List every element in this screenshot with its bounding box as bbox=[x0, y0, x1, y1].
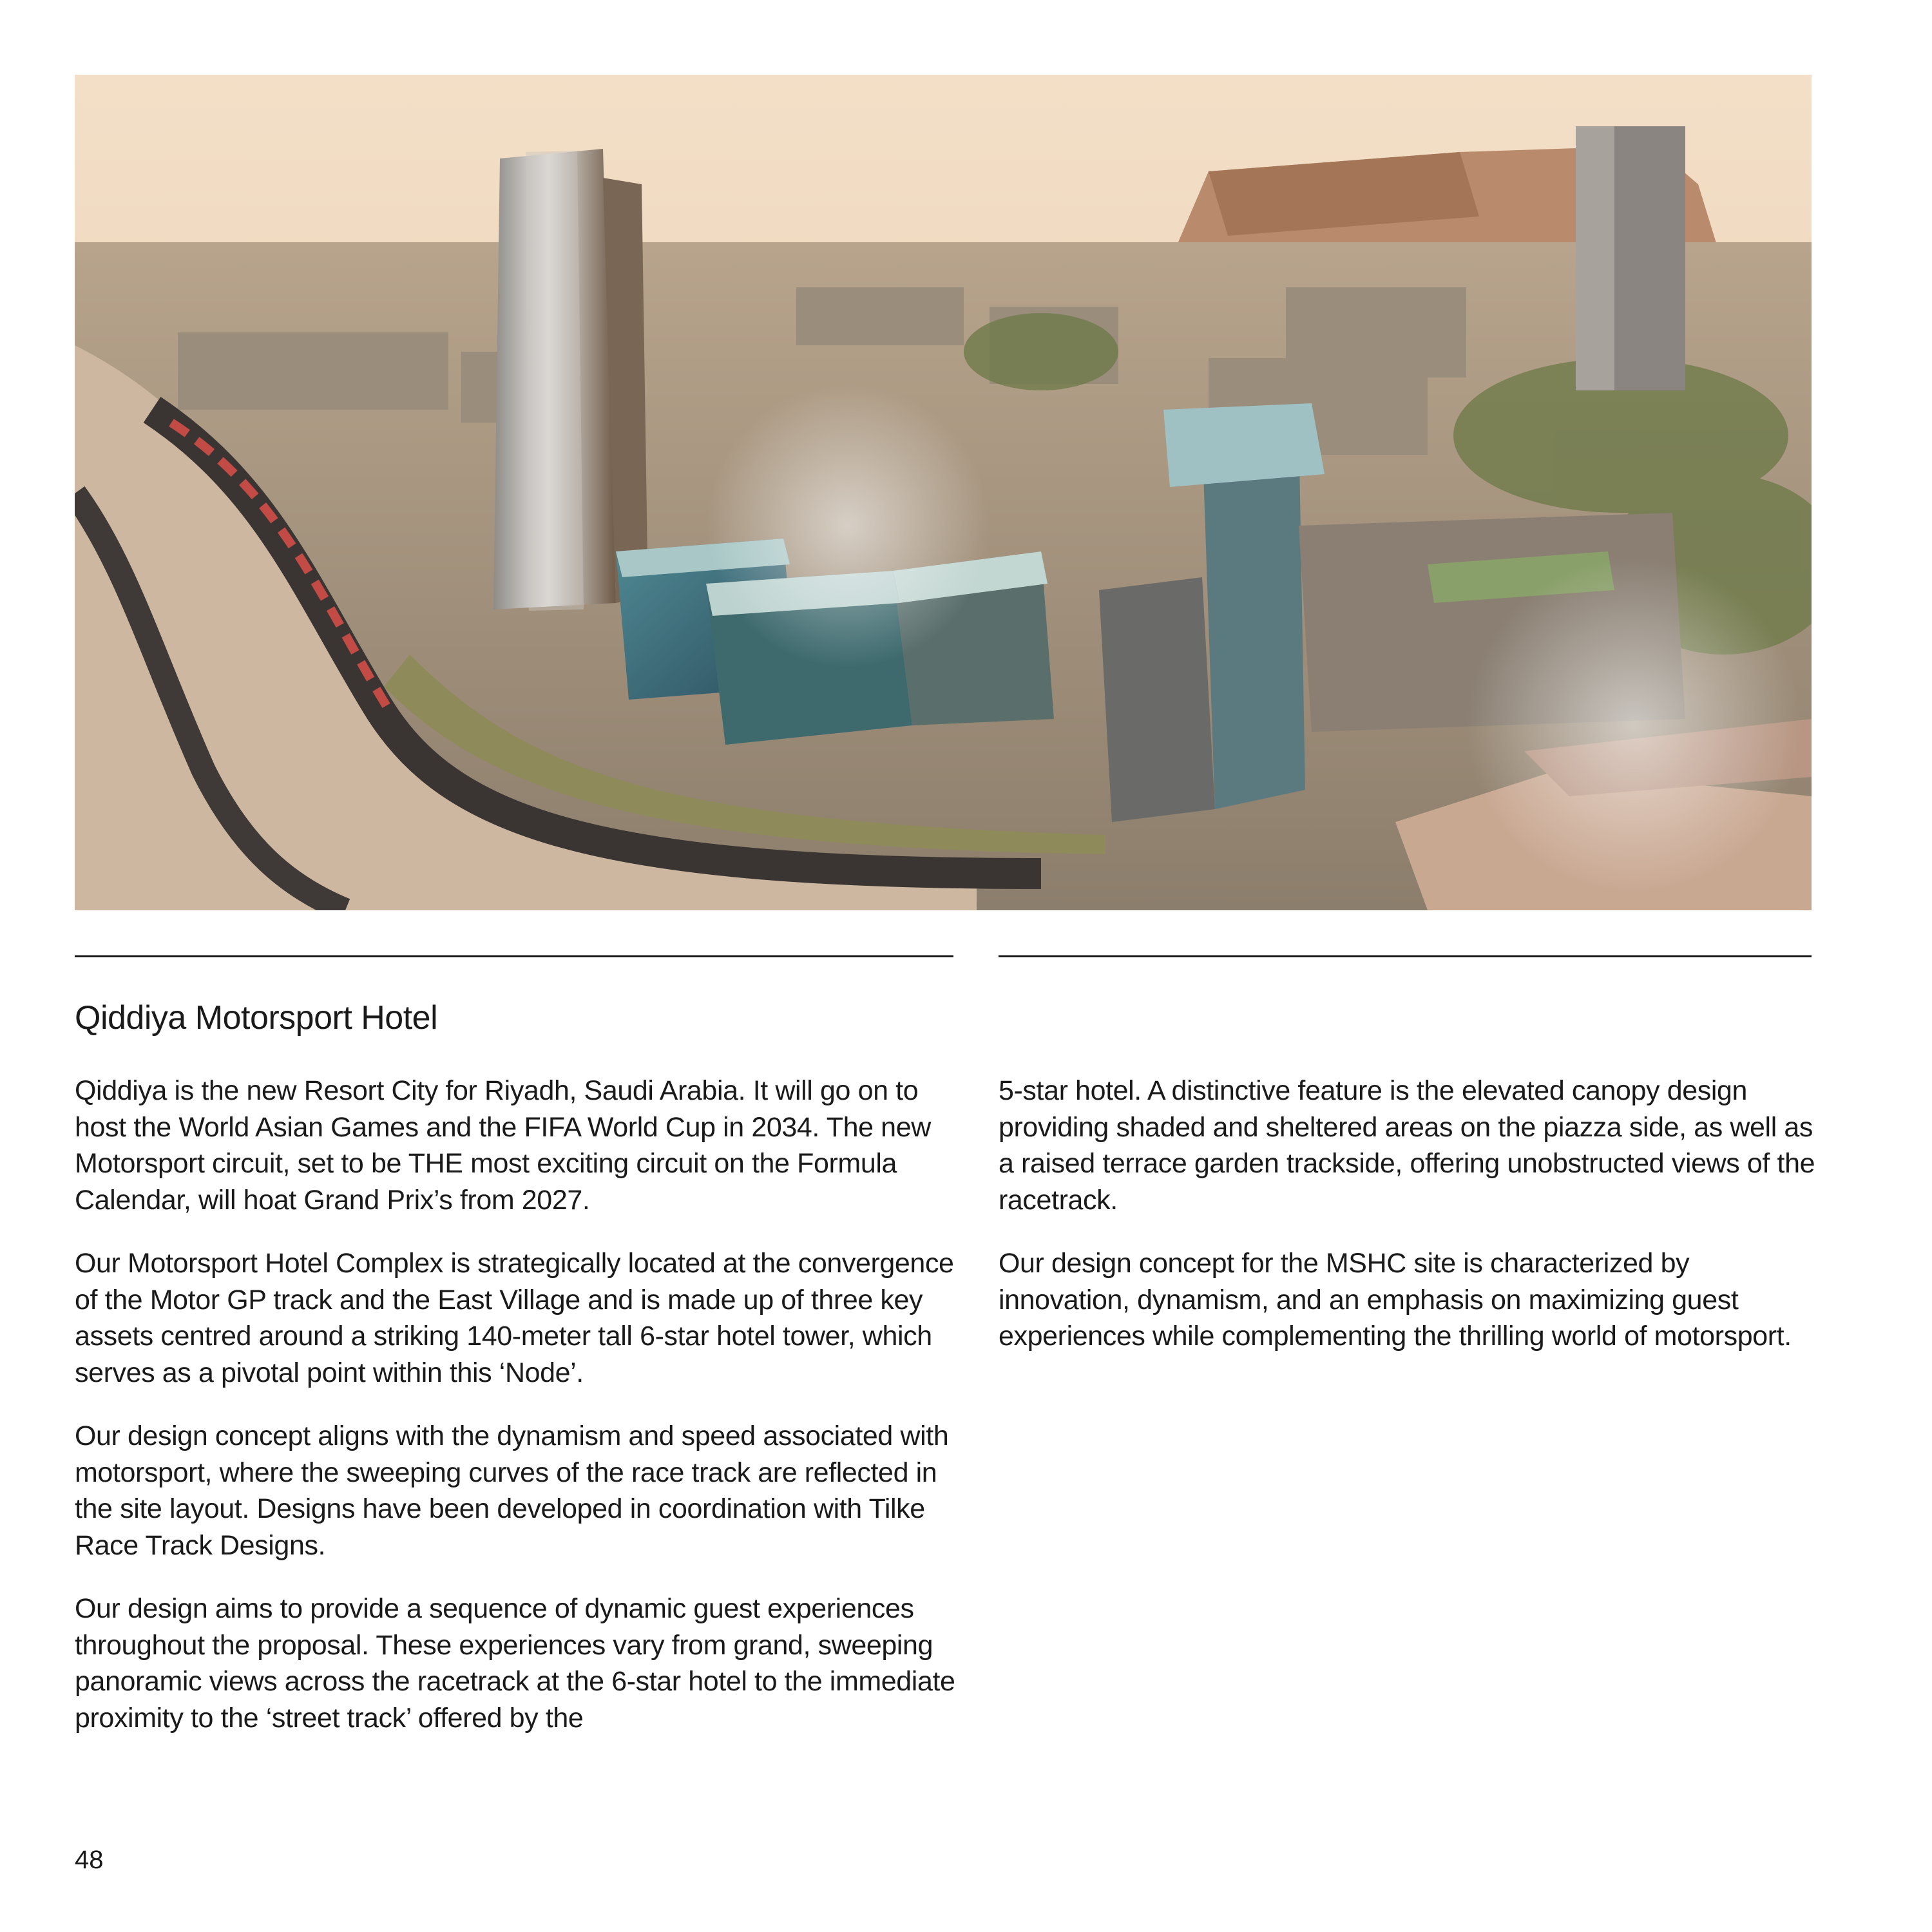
text-column-left bbox=[75, 1073, 964, 1763]
section-divider-left bbox=[75, 955, 953, 957]
page-title: Qiddiya Motorsport Hotel bbox=[75, 999, 438, 1037]
paragraph: Our Motorsport Hotel Complex is strategically located at the convergence of the Motor GP track and the East Village and is made up of three key assets centred around a striking 140-meter tall 6-star hotel tower, which serves as a pivotal point within this ‘Node’. bbox=[75, 1248, 954, 1388]
page-number: 48 bbox=[75, 1846, 104, 1874]
paragraph: Our design concept aligns with the dynamism and speed associated with motorsport, where the sweeping curves of the race track are reflected in the site layout. Designs have been developed in coordination with Tilke Race Track Designs. bbox=[75, 1420, 949, 1561]
paragraph: Our design aims to provide a sequence of dynamic guest experiences throughout the proposal. These experiences vary from grand, sweeping panoramic views across the racetrack at the 6-star hotel to the immediate proximity to the ‘street track’ offered by the bbox=[75, 1593, 955, 1734]
paragraph: 5-star hotel. A distinctive feature is the elevated canopy design providing shaded and sheltered areas on the piazza side, as well as a raised terrace garden trackside, offering unobstructed views of the racetrack. bbox=[999, 1075, 1815, 1216]
text-column-right bbox=[999, 1073, 1820, 1382]
section-divider-right bbox=[999, 955, 1812, 957]
hero-rendering-image bbox=[75, 75, 1812, 910]
paragraph: Qiddiya is the new Resort City for Riyadh, Saudi Arabia. It will go on to host the World Asian Games and the FIFA World Cup in 2034. The new Motorsport circuit, set to be THE most exciting circuit on the Formula Calendar, will hoat Grand Prix’s from 2027. bbox=[75, 1075, 931, 1216]
paragraph: Our design concept for the MSHC site is characterized by innovation, dynamism, and an emphasis on maximizing guest experiences while complementing the thrilling world of motorsport. bbox=[999, 1248, 1792, 1352]
